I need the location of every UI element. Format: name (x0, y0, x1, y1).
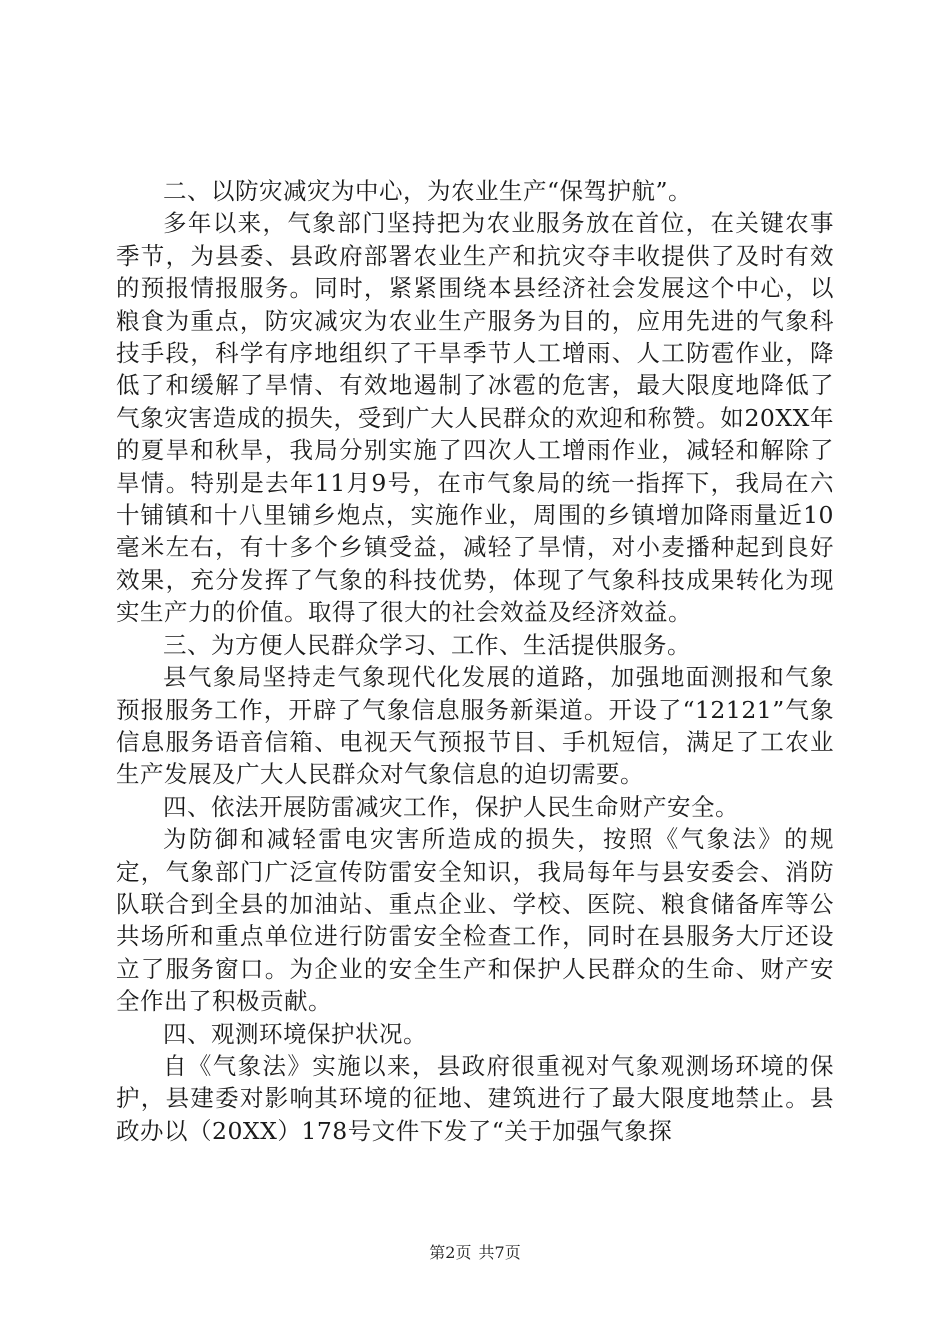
paragraph: 自《气象法》实施以来，县政府很重视对气象观测场环境的保护，县建委对影响其环境的征地、建筑进行了最大限度地禁止。县政办以（20XX）178号文件下发了“关于加强气象探 (116, 1051, 834, 1145)
section-heading-2: 二、以防灾减灾为中心，为农业生产“保驾护航”。 (163, 177, 693, 205)
page-number: 第2页 (429, 1243, 472, 1262)
section-heading-4b: 四、观测环境保护状况。 (163, 1019, 427, 1048)
paragraph: 县气象局坚持走气象现代化发展的道路，加强地面测报和气象预报服务工作，开辟了气象信息服务新渠道。开设了“12121”气象信息服务语音信箱、电视天气预报节目、手机短信，满足了工农业生产发展及广大人民群众对气象信息的迫切需要。 (116, 663, 834, 789)
section-heading-3: 三、为方便人民群众学习、工作、生活提供服务。 (163, 630, 691, 659)
section-heading-4: 四、依法开展防雷减灾工作，保护人民生命财产安全。 (163, 792, 739, 821)
page-footer (0, 1240, 950, 1263)
document-body (116, 175, 834, 1147)
paragraph: 多年以来，气象部门坚持把为农业服务放在首位，在关键农事季节，为县委、县政府部署农业生产和抗灾夺丰收提供了及时有效的预报情报服务。同时，紧紧围绕本县经济社会发展这个中心，以粮食为重点，防灾减灾为农业生产服务为目的，应用先进的气象科技手段，科学有序地组织了干旱季节人工增雨、人工防雹作业，降低了和缓解了旱情、有效地遏制了冰雹的危害，最大限度地降低了气象灾害造成的损失，受到广大人民群众的欢迎和称赞。如20XX年的夏旱和秋旱，我局分别实施了四次人工增雨作业，减轻和解除了旱情。特别是去年11月9号，在市气象局的统一指挥下，我局在六十铺镇和十八里铺乡炮点，实施作业，周围的乡镇增加降雨量近10毫米左右，有十多个乡镇受益，减轻了旱情，对小麦播种起到良好效果，充分发挥了气象的科技优势，体现了气象科技成果转化为现实生产力的价值。取得了很大的社会效益及经济效益。 (116, 209, 834, 627)
paragraph: 为防御和减轻雷电灾害所造成的损失，按照《气象法》的规定，气象部门广泛宣传防雷安全知识，我局每年与县安委会、消防队联合到全县的加油站、重点企业、学校、医院、粮食储备库等公共场所和重点单位进行防雷安全检查工作，同时在县服务大厅还设立了服务窗口。为企业的安全生产和保护人民群众的生命、财产安全作出了积极贡献。 (116, 825, 834, 1016)
page-total: 共7页 (478, 1243, 521, 1262)
